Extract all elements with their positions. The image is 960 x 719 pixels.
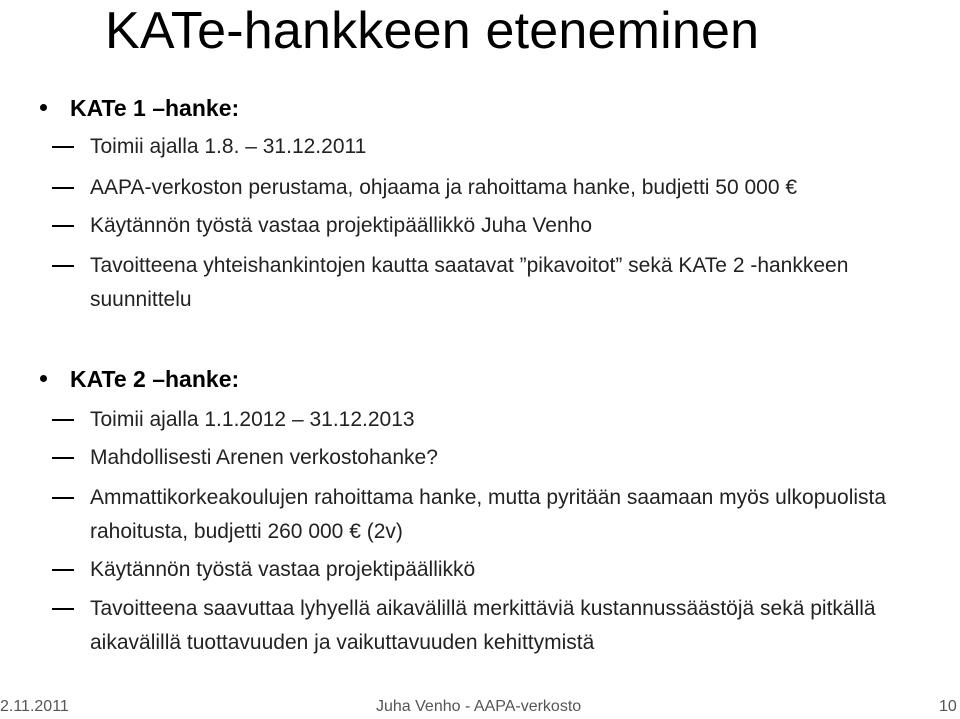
dash-bullet-icon [52,225,74,227]
section-1-item [52,171,932,205]
footer-page-number: 10 [939,698,957,715]
bullet-icon [40,104,47,111]
section-2-item-text: Ammattikorkeakoulujen rahoittama hanke, mutta pyritään saamaan myös ulkopuolista rahoitusta, budjetti 260 000 € (2v) [90,486,887,543]
dash-bullet-icon [52,265,74,267]
bullet-icon [40,375,47,382]
dash-bullet-icon [52,187,74,189]
section-1-item-text: Tavoitteena yhteishankintojen kautta saatavat ”pikavoitot” sekä KATe 2 -hankkeen suunnittelu [90,254,849,311]
section-2-item-text: Mahdollisesti Arenen verkostohanke? [90,446,438,469]
dash-bullet-icon [52,608,74,610]
section-2-item-text: Tavoitteena saavuttaa lyhyellä aikavälillä merkittäviä kustannussäästöjä sekä pitkällä aikavälillä tuottavuuden ja vaikuttavuuden kehittymistä [90,597,876,654]
dash-bullet-icon [52,569,74,571]
section-1-item-text: AAPA-verkoston perustama, ohjaama ja rahoittama hanke, budjetti 50 000 € [90,176,798,199]
dash-bullet-icon [52,497,74,499]
footer-date: 2.11.2011 [0,698,69,715]
section-2-heading-text: KATe 2 –hanke: [70,366,240,392]
dash-bullet-icon [52,419,74,421]
section-1-item [52,209,932,243]
section-1-heading-text: KATe 1 –hanke: [70,95,240,121]
section-2-item [52,553,932,587]
section-1-item [52,130,932,164]
section-2-item [52,592,942,660]
section-2-item [52,441,932,475]
footer-author: Juha Venho - AAPA-verkosto [376,698,582,715]
section-2-item-text: Käytännön työstä vastaa projektipäällikkö [90,558,476,581]
section-1-item [52,249,852,317]
dash-bullet-icon [52,146,74,148]
slide-title: KATe-hankkeen eteneminen [105,2,760,60]
section-2-item-text: Toimii ajalla 1.1.2012 – 31.12.2013 [90,408,415,431]
dash-bullet-icon [52,457,74,459]
section-2-item [52,481,912,549]
section-1-item-text: Käytännön työstä vastaa projektipäällikkö Juha Venho [90,214,593,237]
section-1-item-text: Toimii ajalla 1.8. – 31.12.2011 [90,135,367,158]
section-2-item [52,403,932,437]
